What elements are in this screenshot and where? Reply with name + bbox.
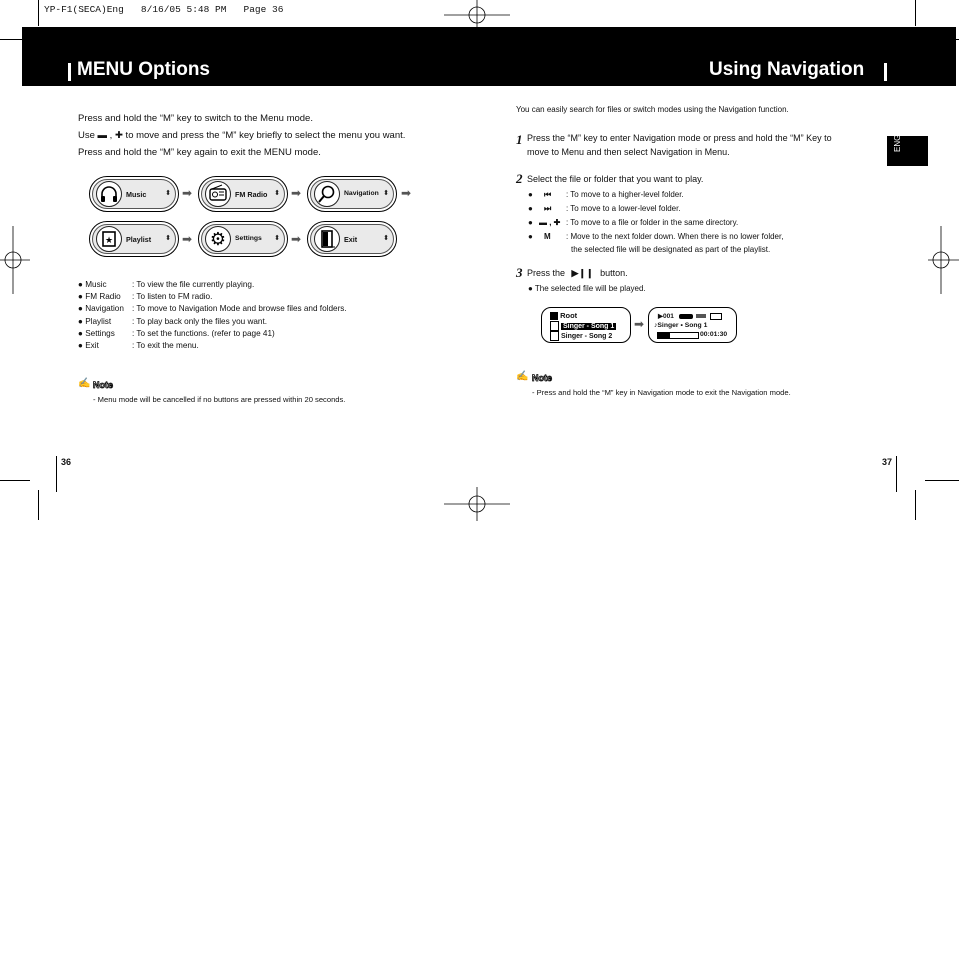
list-value: : Move to the next folder down. When there is no lower folder, [566,232,784,241]
up-down-icon: ⬍ [383,235,389,242]
step-1-text [527,131,832,159]
page-title-left: MENU Options [77,59,210,80]
list-key: ● Music [78,280,107,289]
folder-icon [550,312,558,320]
list-value: : To move to a file or folder in the same directory. [566,218,739,227]
menu-label: FM Radio [235,190,268,199]
menu-item-playlist [89,221,179,257]
list-item [528,218,739,227]
song-row [550,331,612,341]
song-label: Singer - Song 1 [562,322,615,330]
note-text: - Menu mode will be cancelled if no buttons are pressed within 20 seconds. [93,395,346,404]
lcd-navigation-screen [541,307,631,343]
step-3-sub: ● The selected file will be played. [528,284,646,293]
menu-item-navigation [307,176,397,212]
step-1 [516,131,523,149]
bullet: ● [528,204,533,213]
step-2 [516,170,523,188]
prev-track-icon: ⏮ [544,190,552,199]
language-tab [887,136,928,166]
crop-mark [925,480,959,481]
intro-left [78,110,405,161]
crop-mark [0,39,22,40]
list-value: : To listen to FM radio. [132,292,213,301]
crop-mark [915,490,916,520]
root-row [550,311,577,320]
eq-badge-icon [679,314,693,319]
menu-label: Settings [235,235,262,242]
elapsed-time: 00:01:30 [700,331,728,338]
list-value: : To move to a higher-level folder. [566,190,684,199]
menu-label: Playlist [126,235,152,244]
title-divider [68,63,71,81]
crop-mark [38,490,39,520]
title-divider [884,63,887,81]
magnifier-icon [314,181,340,207]
menu-item-music [89,176,179,212]
page-number-rule [56,456,57,492]
song-row-selected [550,321,616,331]
menu-item-fm-radio [198,176,288,212]
bullet: ● [528,232,533,241]
step-text: button. [600,268,628,278]
arrow-right-icon: ➡ [291,232,302,246]
up-down-icon: ⬍ [274,190,280,197]
note-text: - Press and hold the “M” key in Navigation mode to exit the Navigation mode. [532,388,791,397]
minus-plus-icon: ▬ , ✚ [539,218,561,227]
arrow-right-icon: ➡ [401,186,412,200]
list-value: : To set the functions. (refer to page 41) [132,329,275,338]
menu-item-settings [198,221,288,257]
intro-line: Use ▬ , ✚ to move and press the “M” key briefly to select the menu you want. [78,130,406,141]
exit-door-icon [314,226,340,252]
menu-label: Navigation [344,190,379,197]
page-number: 37 [882,457,893,467]
battery-icon [710,313,722,320]
lcd-playback-screen [648,307,737,343]
progress-fill [658,333,670,338]
language-tab-label: ENG [893,134,902,152]
intro-line: Press and hold the “M” key to switch to the Menu mode. [78,113,313,124]
playlist-icon [96,226,122,252]
menu-item-exit [307,221,397,257]
print-header: YP-F1(SECA)Eng 8/16/05 5:48 PM Page 36 [44,4,284,15]
song-title: ♪Singer • Song 1 [654,322,708,329]
note-label: Note [532,373,552,383]
list-key: ● Exit [78,341,99,350]
list-key: ● FM Radio [78,292,121,301]
step-3 [516,264,523,282]
list-key: ● Playlist [78,317,112,326]
crop-mark [915,0,916,26]
page-number: 36 [61,457,72,467]
note-icon: ✍ [78,378,91,389]
page-number-rule [896,456,897,492]
registration-mark [0,226,30,294]
music-file-icon [550,331,559,341]
crop-mark [0,480,30,481]
headphones-icon [96,181,122,207]
registration-mark [444,487,510,521]
menu-label: Music [126,190,147,199]
arrow-right-icon: ➡ [182,186,193,200]
step-number: 1 [516,132,523,147]
track-number: ▶001 [658,313,674,320]
list-item [528,204,681,213]
step-text: Press the [527,268,566,278]
up-down-icon: ⬍ [165,235,171,242]
svg-text:★: ★ [104,236,114,246]
gear-icon [205,226,231,252]
next-track-icon: ⏭ [544,204,552,213]
page-title-right: Using Navigation [709,59,865,80]
step-line: Press the “M” key to enter Navigation mode or press and hold the “M” Key to [527,133,832,143]
list-value: : To move to a lower-level folder. [566,204,681,213]
list-item-continued: the selected file will be designated as part of the playlist. [571,245,771,254]
list-value: : To play back only the files you want. [132,317,268,326]
registration-mark [928,226,959,294]
song-label: Singer - Song 2 [560,332,613,340]
music-file-icon [550,321,559,331]
radio-icon [205,181,231,207]
list-item [528,232,784,241]
list-value: : To move to Navigation Mode and browse files and folders. [132,304,347,313]
step-number: 2 [516,171,523,186]
root-label: Root [560,311,578,320]
bullet: ● [528,190,533,199]
step-3-text [527,268,628,279]
intro-right: You can easily search for files or switch modes using the Navigation function. [516,105,789,114]
step-line: move to Menu and then select Navigation in Menu. [527,147,730,157]
track-row [658,312,722,320]
list-item [528,190,684,199]
list-value: : To view the file currently playing. [132,280,255,289]
svg-text:⚙: ⚙ [209,229,227,250]
list-key: ● Settings [78,329,115,338]
play-pause-icon: ▶❙❙ [571,268,594,278]
intro-line: Press and hold the “M” key again to exit the MENU mode. [78,147,321,158]
crop-mark [38,0,39,26]
progress-bar [657,332,699,339]
m-key: M [544,232,551,241]
list-value: : To exit the menu. [132,341,199,350]
up-down-icon: ⬍ [383,190,389,197]
volume-icon [696,314,706,318]
note-label: Note [93,380,113,390]
arrow-right-icon: ➡ [182,232,193,246]
arrow-right-icon: ➡ [634,317,645,331]
menu-label: Exit [344,235,358,244]
list-key: ● Navigation [78,304,124,313]
bullet: ● [528,218,533,227]
step-2-text: Select the file or folder that you want to play. [527,174,704,184]
note-icon: ✍ [516,371,529,382]
arrow-right-icon: ➡ [291,186,302,200]
step-number: 3 [516,265,523,280]
up-down-icon: ⬍ [165,190,171,197]
up-down-icon: ⬍ [274,235,280,242]
